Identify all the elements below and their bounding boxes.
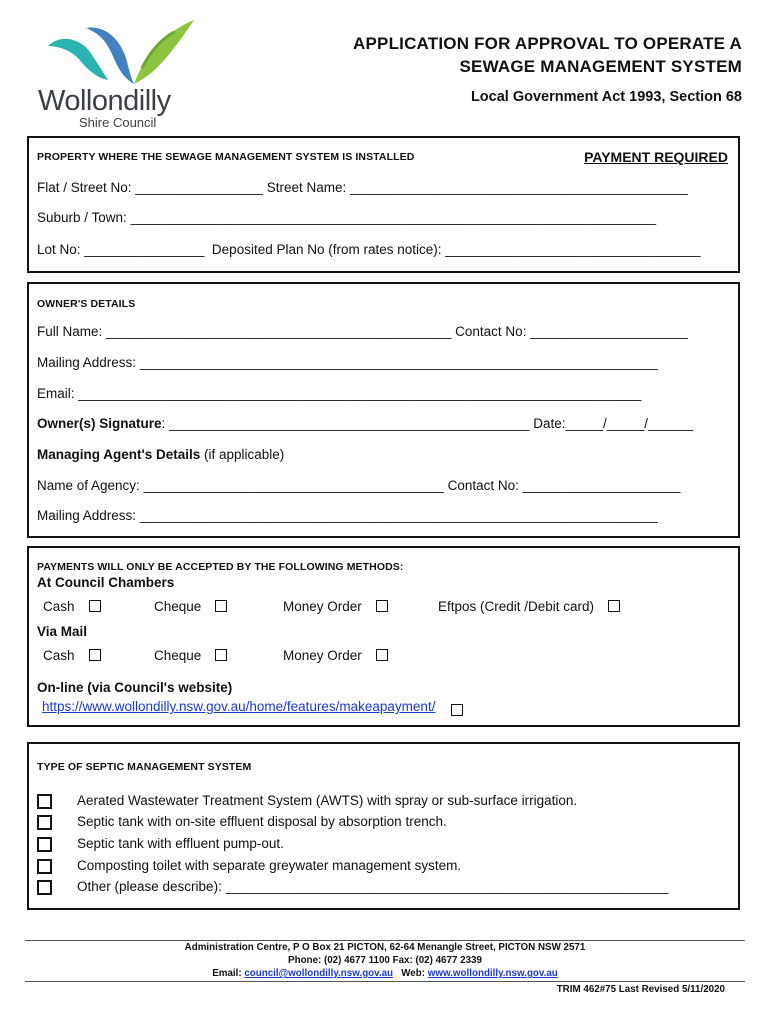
mail-cheque-option[interactable]: Cheque: [154, 648, 227, 663]
full-name-label: Full Name:: [37, 324, 107, 339]
property-heading: PROPERTY WHERE THE SEWAGE MANAGEMENT SYSTEM IS INSTALLED: [37, 151, 415, 163]
checkbox[interactable]: [37, 837, 52, 852]
owner-signature-row: [37, 416, 693, 431]
checkbox[interactable]: [89, 600, 101, 612]
email-label: Email:: [37, 386, 79, 401]
checkbox[interactable]: [37, 815, 52, 830]
street-name-label: Street Name:: [262, 180, 350, 195]
flat-street-no-label: Flat / Street No:: [37, 180, 136, 195]
deposited-plan-field[interactable]: __________________________________: [445, 242, 701, 257]
lot-no-field[interactable]: ________________: [84, 242, 205, 257]
checkbox[interactable]: [376, 600, 388, 612]
septic-section: TYPE OF SEPTIC MANAGEMENT SYSTEM Aerated Wastewater Treatment System (AWTS) with spray or sub-surface irrigation. Septic tank with on-site effluent disposal by absorption trench. Septic tank with effluent pump-out. Composting toilet with separate greywater management system. Other (please describe): ___________________________________________________________: [27, 742, 740, 910]
managing-agent-note: (if applicable): [200, 447, 285, 462]
agency-contact-field[interactable]: _____________________: [522, 478, 681, 493]
mail-cash-option[interactable]: Cash: [43, 648, 101, 663]
email-field[interactable]: ___________________________________________________________________________: [78, 386, 642, 401]
owner-signature-field[interactable]: ________________________________________________: [169, 416, 530, 431]
checkbox[interactable]: [451, 704, 463, 716]
logo-name: Wollondilly: [38, 85, 171, 117]
street-row: [37, 180, 688, 195]
council-logo: [34, 16, 204, 128]
chambers-eftpos-option[interactable]: Eftpos (Credit /Debit card): [438, 599, 620, 614]
mail-money-order-option[interactable]: Money Order: [283, 648, 388, 663]
mailing-address-label: Mailing Address:: [37, 355, 140, 370]
checkbox[interactable]: [376, 649, 388, 661]
suburb-field[interactable]: ______________________________________________________________________: [130, 210, 657, 225]
payment-required-label: PAYMENT REQUIRED: [584, 149, 728, 165]
checkbox[interactable]: [37, 794, 52, 809]
checkbox[interactable]: [37, 880, 52, 895]
agent-mailing-field[interactable]: _____________________________________________________________________: [139, 508, 658, 523]
form-title: [262, 32, 742, 105]
lot-no-label: Lot No:: [37, 242, 85, 257]
agency-name-field[interactable]: ________________________________________: [143, 478, 444, 493]
footer-email-link[interactable]: council@wollondilly.nsw.gov.au: [244, 968, 394, 979]
agent-mailing-label: Mailing Address:: [37, 508, 140, 523]
suburb-row: [37, 210, 656, 225]
owner-name-row: [37, 324, 688, 339]
owner-heading: OWNER'S DETAILS: [37, 298, 136, 310]
flat-street-no-field[interactable]: _________________: [135, 180, 263, 195]
footer-web-label: Web:: [393, 968, 428, 979]
owner-signature-label: Owner(s) Signature: [37, 416, 162, 431]
footer-divider: [25, 981, 745, 982]
footer: [25, 940, 745, 996]
via-mail-label: Via Mail: [37, 624, 88, 639]
checkbox[interactable]: [89, 649, 101, 661]
form-subtitle: Local Government Act 1993, Section 68: [470, 89, 742, 105]
footer-contact: [25, 967, 745, 980]
title-line-2: SEWAGE MANAGEMENT SYSTEM: [459, 57, 742, 76]
checkbox[interactable]: [608, 600, 620, 612]
title-line-1: APPLICATION FOR APPROVAL TO OPERATE A: [353, 34, 742, 53]
checkbox[interactable]: [215, 649, 227, 661]
agency-contact-label: Contact No:: [443, 478, 523, 493]
footer-email-label: Email:: [212, 968, 245, 979]
chambers-money-order-option[interactable]: Money Order: [283, 599, 388, 614]
suburb-label: Suburb / Town:: [37, 210, 131, 225]
full-name-field[interactable]: ______________________________________________: [106, 324, 452, 339]
mailing-address-field[interactable]: _____________________________________________________________________: [139, 355, 658, 370]
wollondilly-logo-icon: [46, 16, 196, 88]
septic-heading: TYPE OF SEPTIC MANAGEMENT SYSTEM: [37, 761, 252, 773]
contact-no-field[interactable]: _____________________: [530, 324, 688, 339]
deposited-plan-label: Deposited Plan No (from rates notice):: [204, 242, 446, 257]
footer-web-link[interactable]: www.wollondilly.nsw.gov.au: [427, 968, 558, 979]
payments-section: [27, 546, 740, 727]
logo-subtitle: Shire Council: [79, 115, 157, 130]
trim-reference: TRIM 462#75 Last Revised 5/11/2020: [556, 984, 725, 995]
contact-no-label: Contact No:: [451, 324, 531, 339]
chambers-label: At Council Chambers: [37, 575, 175, 590]
checkbox[interactable]: [215, 600, 227, 612]
signature-date-field[interactable]: Date:_____/_____/______: [529, 416, 694, 431]
agency-row: [37, 478, 680, 493]
checkbox[interactable]: [37, 859, 52, 874]
agent-heading-row: [37, 447, 284, 462]
street-name-field[interactable]: _____________________________________________: [349, 180, 688, 195]
owner-mailing-row: [37, 355, 658, 370]
agency-name-label: Name of Agency:: [37, 478, 144, 493]
managing-agent-heading: Managing Agent's Details: [37, 447, 201, 462]
online-label: On-line (via Council's website): [37, 680, 233, 695]
owner-section: [27, 282, 740, 538]
lot-row: [37, 242, 701, 257]
property-section: [27, 136, 740, 273]
signature-colon: :: [161, 416, 170, 431]
agent-mailing-row: [37, 508, 658, 523]
chambers-cash-option[interactable]: Cash: [43, 599, 101, 614]
chambers-cheque-option[interactable]: Cheque: [154, 599, 227, 614]
owner-email-row: [37, 386, 641, 401]
footer-phone: Phone: (02) 4677 1100 Fax: (02) 4677 2339: [288, 955, 482, 966]
payments-heading: PAYMENTS WILL ONLY BE ACCEPTED BY THE FOLLOWING METHODS:: [37, 561, 404, 573]
online-payment-link[interactable]: https://www.wollondilly.nsw.gov.au/home/features/makeapayment/: [42, 699, 436, 714]
footer-address: Administration Centre, P O Box 21 PICTON, 62-64 Menangle Street, PICTON NSW 2571: [184, 942, 586, 953]
online-option: [42, 699, 463, 716]
